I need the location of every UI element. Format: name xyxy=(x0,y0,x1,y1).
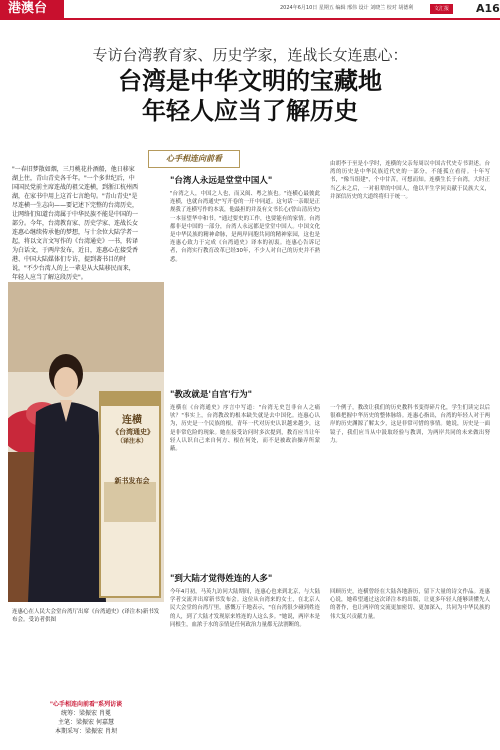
headline-line-2: 年轻人应当了解历史 xyxy=(142,96,358,125)
headline xyxy=(0,66,500,126)
kicker: 专访台湾教育家、历史学家，连战长女连惠心： xyxy=(92,46,408,64)
poster-line-3: （译注本） xyxy=(116,438,147,445)
credits-line: 主笔：梁振宏 何嘉慧 xyxy=(58,719,114,726)
credits-line: 本期采写：梁振宏 肖坝 xyxy=(55,728,117,735)
poster-text xyxy=(112,414,152,486)
masthead xyxy=(0,0,500,20)
section-1-column-2: 由胡李于至是小学时，连横的父亲每周以中国古代史专书讲述。台湾的历史是中华民族近代史的一部分，不能孤立看待。十年写书，"像当组建"，个中甘苦，可想而知。连横生长于台湾，大时正当乙未之后，一对祖辈的中国人，他以平生学问贡献于民族大义，并深信历史的大道终将归于统一。 xyxy=(330,161,490,200)
column-logo: 心手相连向前看 xyxy=(148,150,240,168)
section-3-column-1: 今年4月初，马英九访问大陆期间，连惠心也来到北京，与大陆学者交流并出席新书发布会。这位从台湾来的女士，在北京人民大会堂的台湾厅里，感慨万千地表示，"在台湾很少碰到姓连的人，到了大陆才发现原来姓连的人这么多。"她说，两岸本是同根生，血浓于水的亲情是任何政治力量都无法割断的。 xyxy=(170,589,320,628)
section-1-column-1: "台湾之人，中国之人也，而又闽、粤之族也。"连横心最彼此连横，也就台湾通史"写开卷的一开中同道。这句话一亲眼是正规我了连横写作的本衷，他最担的并及有文书长心(曾山清历史)一本显望华中和书。"通过要史的工作，也要能有的家情。台湾都非是中国的一部分，台湾人永远都是堂堂中国人。中国文化是中华民族的精神命脉，是两岸同胞共同的精神家园，这也是连惠心致力于完成《台湾通史》译本的初衷。连惠心告诉记者，台湾实行教育改革已经30年，不少人对自己的历史并不熟悉。 xyxy=(170,191,320,263)
page-number: A16 xyxy=(476,2,500,15)
photo-caption: 连惠心在人民大会堂台湾厅出席《台湾通史》(译注本)新书发布会。受访者供图 xyxy=(12,609,160,623)
headline-line-1: 台湾是中华文明的宝藏地 xyxy=(118,66,382,95)
lede-paragraph: "一春旧梦散如烟，三月桃花扑酒船，他日移家湖上住，青山青史各千年。"一个多世纪后，中国国民党前主席连战的祖父连横，到浙江杭州西湖，在家书中用上这首七言绝句。"青山青史"是尽连横一生志向——要记述下完整的台湾历史，让网络们知道台湾属于中华民族不能是中国的一部分。今年，台湾教育家、历史学家、连战长女连惠心继续传承他的梦想，与十余位大陆学者一起，将以文言文写作的《台湾通史》一书，转译为白话文，于两岸发布，近日，连惠心在接受香港、中国大陆媒体们专访，提到著书目的时说，"不少台湾人的上一辈是从大陆移民而来，年轻人应当了解这段历史"。 xyxy=(12,166,139,281)
section-heading-1: "台湾人永远是堂堂中国人" xyxy=(170,176,273,186)
poster-line-4: 新书发布会 xyxy=(114,476,150,485)
poster-line-2: 《台湾通史》 xyxy=(112,427,154,436)
section-heading-2: "教改就是'自宫'行为" xyxy=(170,390,253,400)
section-3-column-2: 回顾历史，连横曾经在大陆各地游历，留下大量的诗文作品。连惠心说，她希望通过这次译注本的出版，让更多年轻人能够读懂先人的著作，也让两岸的交流更加密切、更加深入，共同为中华民族的伟大复兴贡献力量。 xyxy=(330,589,490,620)
section-heading-3: "到大陆才觉得姓连的人多" xyxy=(170,574,273,584)
poster-line-1: 连横 xyxy=(122,415,142,426)
paper-badge: 文汇报 xyxy=(430,4,453,14)
section-2-column-1: 连横在《台湾通史》序言中写道："台湾无史岂非台人之痛欤？"事实上，台湾教改的根本缺失就是去中国化。连惠心认为，历史是一个民族的根，青年一代对历史认识越来越少，这是非常危险的现象。她在接受访问时多次提到，教育应当让年轻人认识自己来自何方、根在何处，而不是被政治操弄所蒙蔽。 xyxy=(170,405,320,453)
section-label: 港澳台 xyxy=(0,0,64,18)
dateline: 2024年6月10日 星期五 编辑 邢伟 设计 刘晓兰 校对 胡德利 xyxy=(280,5,414,11)
series-credits xyxy=(16,700,156,736)
credits-line: 统筹：梁振宏 肖冕 xyxy=(61,710,111,717)
credits-title: "心手相连向前看"系列访谈 xyxy=(49,701,123,708)
section-2-column-2: 一个例子，教改让我们的历史教科书变得碎片化，学生们读完以后很难把握中华历史的整体脉络。连惠心指出，台湾的年轻人对于两岸的历史渊源了解太少，这是非常可惜的事情。她说，历史是一面镜子，我们应当从中汲取经验与教训，为两岸共同的未来做出努力。 xyxy=(330,405,490,444)
event-photo xyxy=(8,282,164,602)
